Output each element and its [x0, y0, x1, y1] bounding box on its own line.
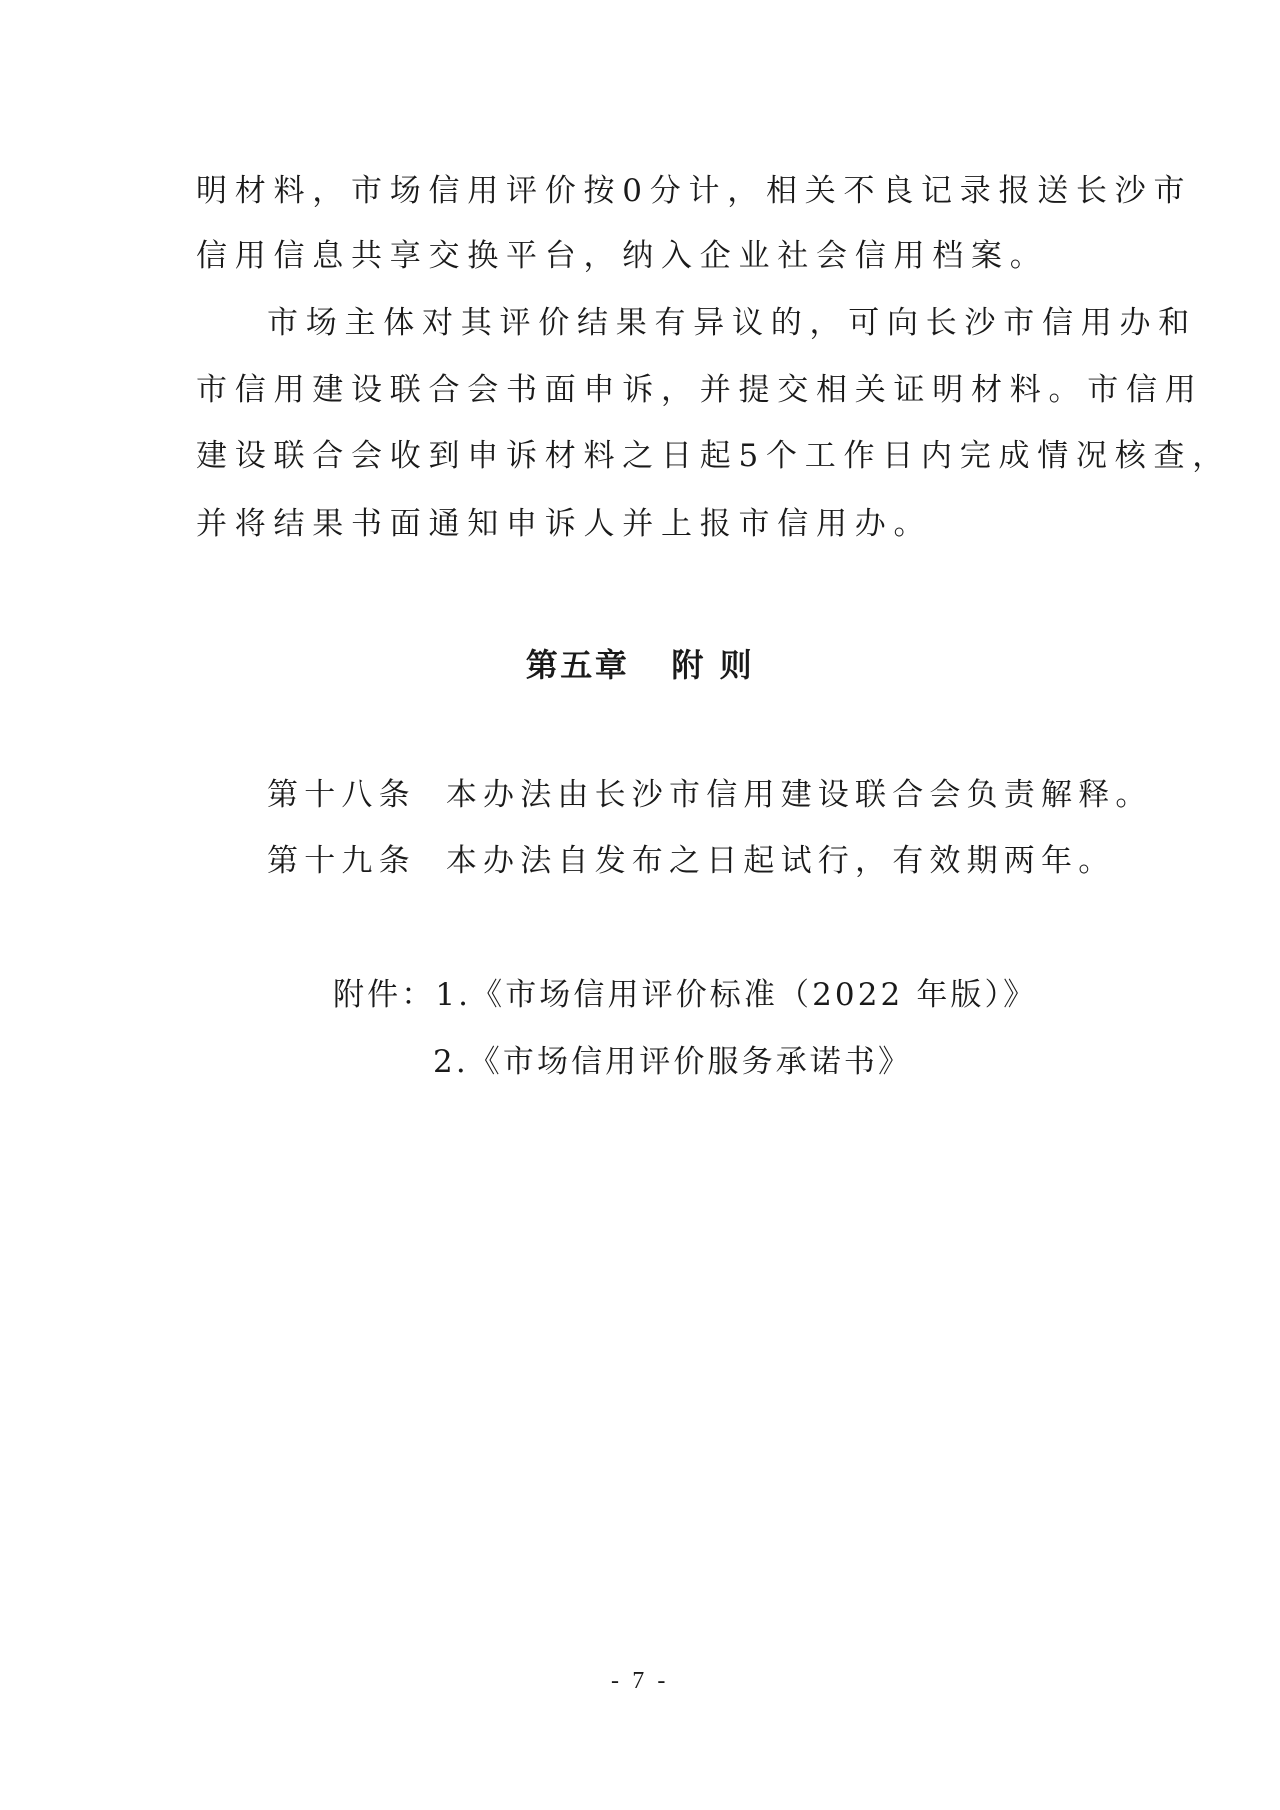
article-text: 本办法自发布之日起试行，有效期两年。 [445, 843, 1116, 879]
paragraph-2-line-4: 并将结果书面通知申诉人并上报市信用办。 [196, 506, 933, 542]
chapter-number: 第五章 [525, 646, 630, 684]
paragraph-1-line-2: 信用信息共享交换平台，纳入企业社会信用档案。 [196, 238, 1049, 274]
article-number: 第十九条 [267, 843, 416, 879]
attachment-title: 1.《市场信用评价标准（2022 年版）》 [435, 977, 1038, 1013]
article-18 [267, 777, 1153, 813]
attachment-item-2 [433, 1044, 913, 1080]
chapter-heading [0, 640, 1280, 686]
chapter-title: 附 则 [671, 646, 755, 684]
paragraph-2-line-3: 建设联合会收到申诉材料之日起5个工作日内完成情况核查， [196, 438, 1231, 474]
attachment-label: 附件： [333, 977, 436, 1013]
paragraph-2-line-2: 市信用建设联合会书面申诉，并提交相关证明材料。市信用 [196, 372, 1204, 408]
article-19 [267, 843, 1116, 879]
attachment-item-1 [333, 977, 1038, 1013]
page-number: - 7 - [611, 1668, 669, 1694]
paragraph-1-line-1: 明材料，市场信用评价按0分计，相关不良记录报送长沙市 [196, 173, 1193, 209]
article-number: 第十八条 [267, 777, 416, 813]
paragraph-2-line-1: 市场主体对其评价结果有异议的，可向长沙市信用办和 [267, 305, 1197, 341]
article-text: 本办法由长沙市信用建设联合会负责解释。 [445, 777, 1153, 813]
attachment-title: 2.《市场信用评价服务承诺书》 [433, 1044, 913, 1080]
